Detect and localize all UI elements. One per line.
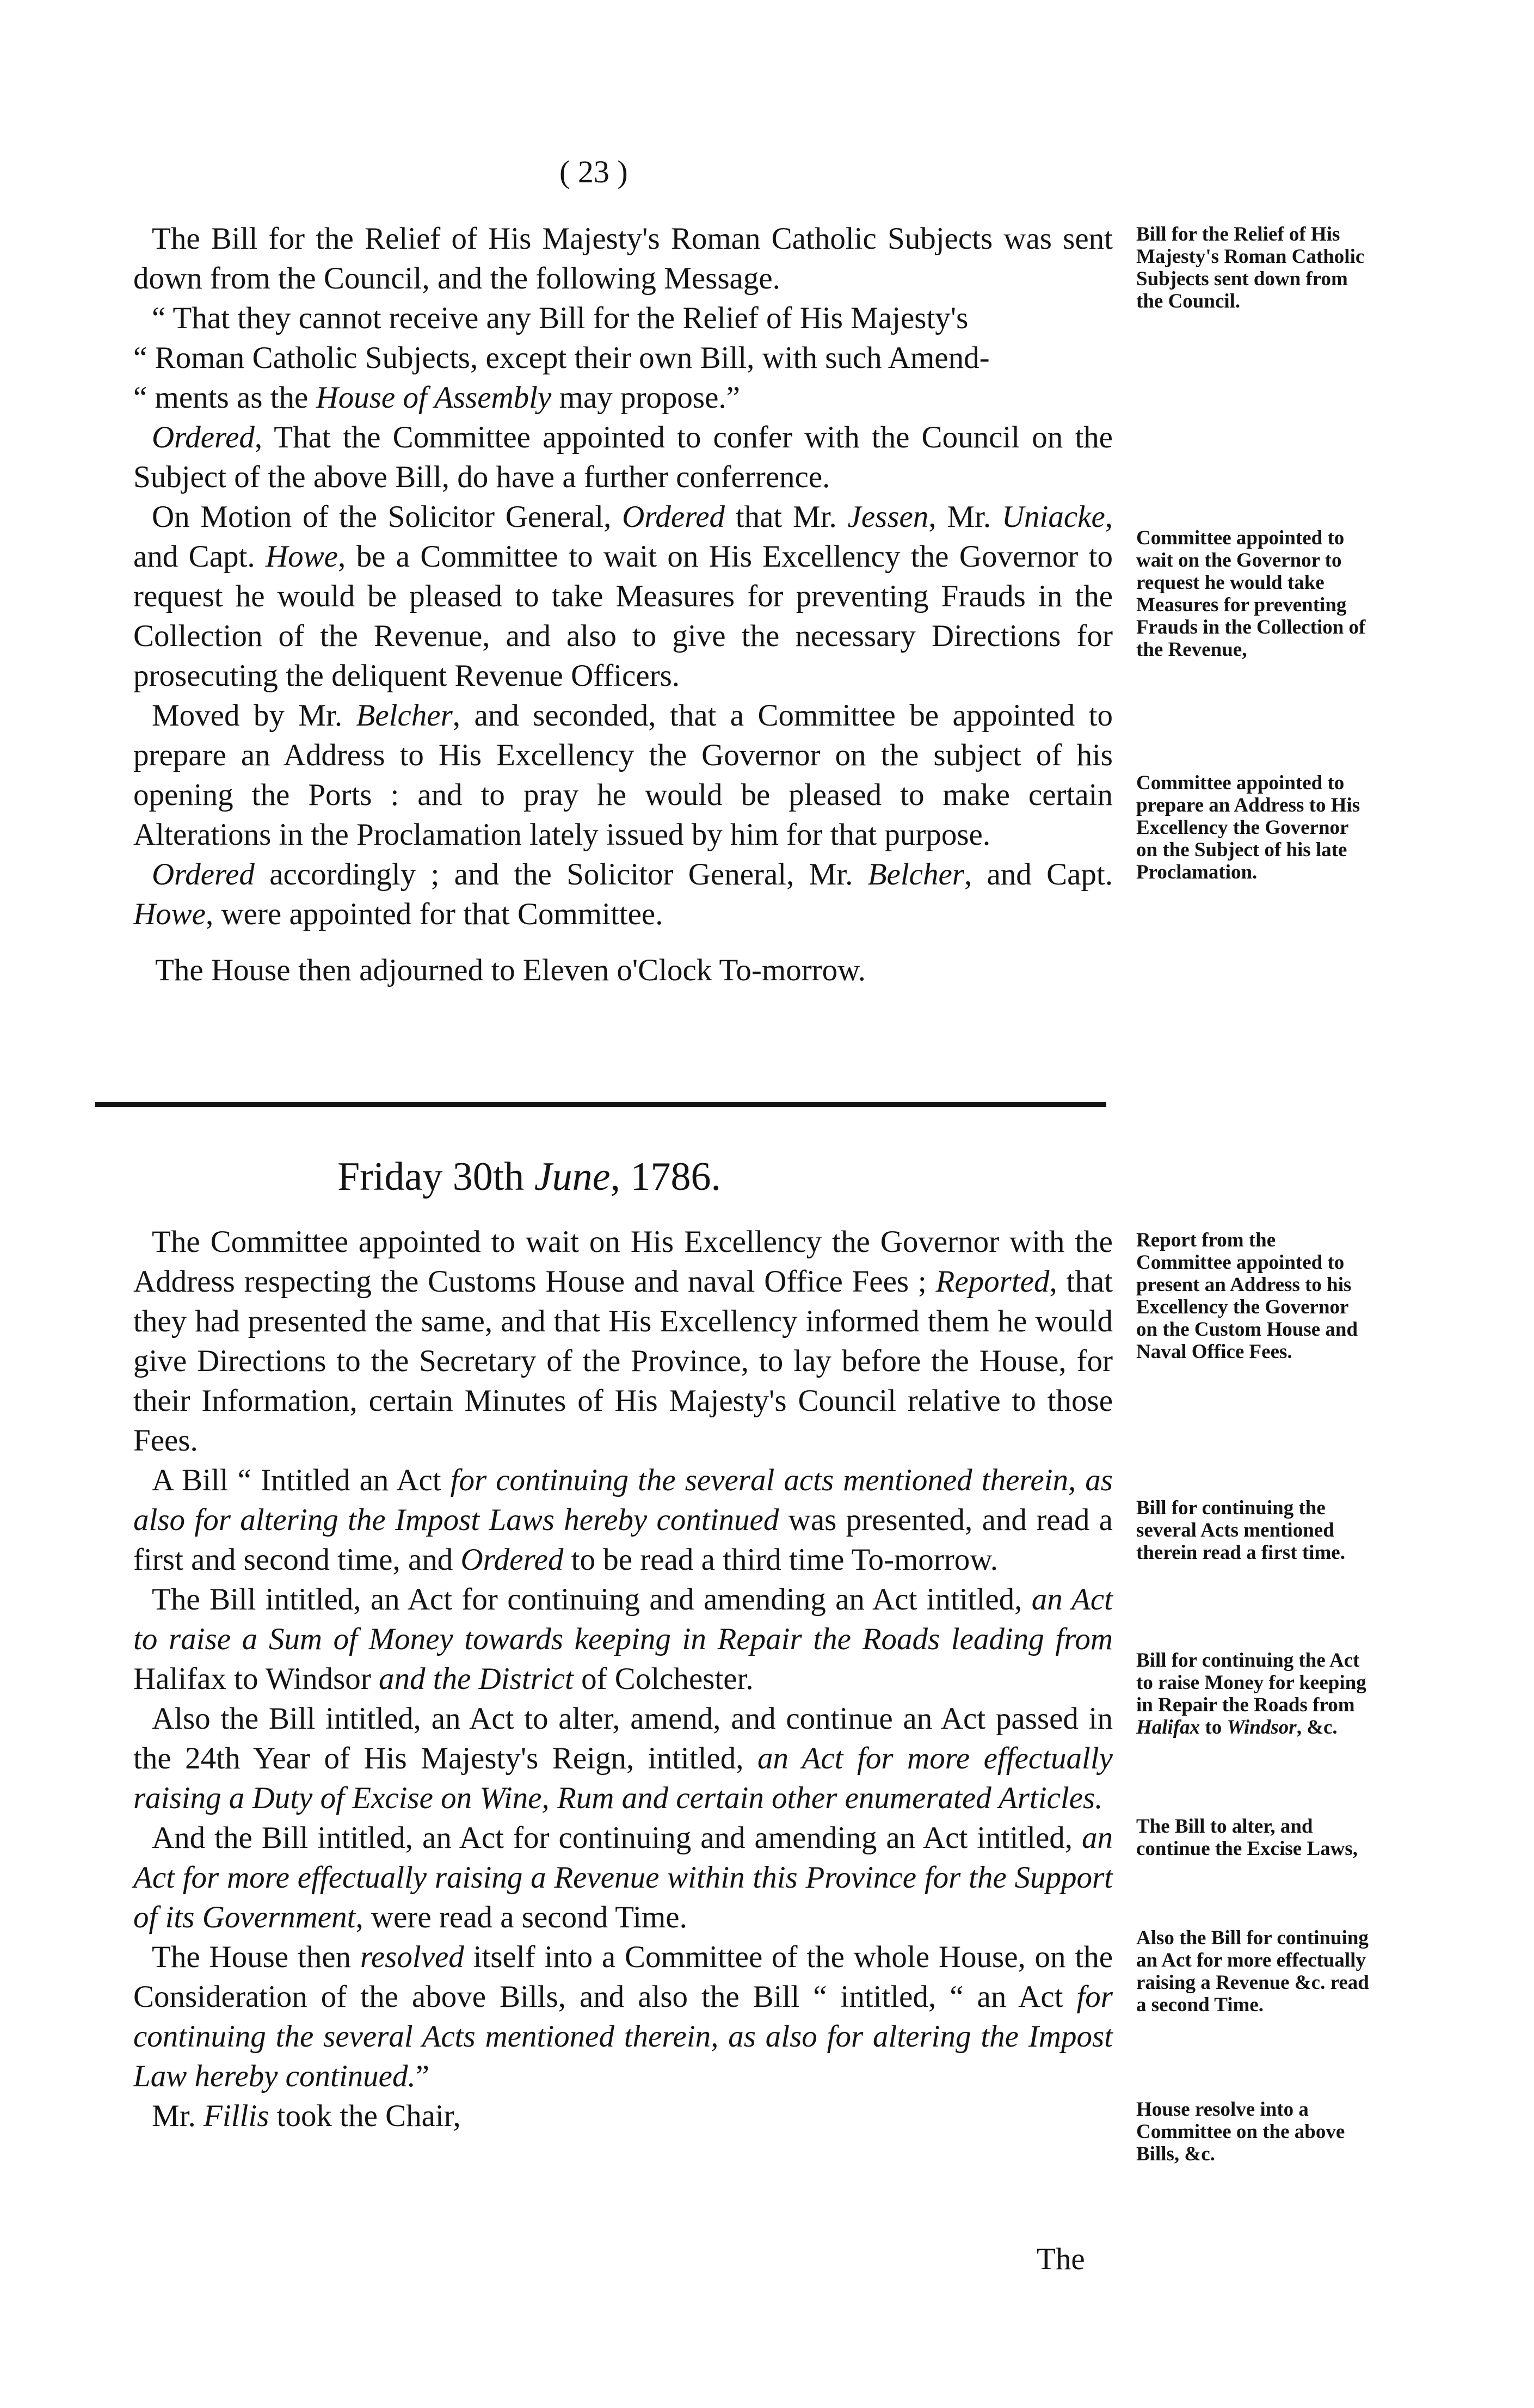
- paragraph-chair: Mr. Fillis took the Chair,: [152, 2099, 461, 2133]
- margin-note-2: Committee appointed to wait on the Governor to request he would take Measures for preventing Frauds in the Collection of the Revenue,: [1136, 527, 1366, 661]
- main-text-upper: [133, 219, 1113, 990]
- margin-note-7: The Bill to alter, and continue the Excise Laws,: [1136, 1815, 1358, 1860]
- paragraph-house-resolved: The House then resolved itself into a Committee of the whole House, on the Consideration of the above Bills, and also the Bill “ intitled, “ an Act for continuing the several Acts mentioned therein, as also for altering the Impost Law hereby continued.”: [133, 1940, 1113, 2093]
- message-line-1: “ That they cannot receive any Bill for the Relief of His Majesty's: [152, 301, 969, 335]
- catchword: The: [1037, 2242, 1085, 2276]
- margin-note-9: House resolve into a Committee on the above Bills, &c.: [1136, 2098, 1345, 2165]
- message-line-2: “ Roman Catholic Subjects, except their own Bill, with such Amend-: [133, 341, 990, 375]
- paragraph-ordered-confer: Ordered, That the Committee appointed to confer with the Council on the Subject of the above Bill, do have a further conferrence.: [133, 420, 1113, 494]
- margin-note-6: Bill for continuing the Act to raise Money for keeping in Repair the Roads from Halifax to Windsor, &c.: [1136, 1649, 1366, 1739]
- page-number: ( 23 ): [559, 154, 628, 189]
- paragraph-motion-solicitor: On Motion of the Solicitor General, Ordered that Mr. Jessen, Mr. Uniacke, and Capt. Howe, be a Committee to wait on His Excellency the Governor to request he would be pleased to take Measures for preventing Frauds in the Collection of the Revenue, and also to give the necessary Directions for prosecuting the deliquent Revenue Officers.: [133, 500, 1113, 693]
- margin-note-4: Report from the Committee appointed to present an Address to his Excellency the Governor on the Custom House and Naval Office Fees.: [1136, 1229, 1358, 1363]
- paragraph-committee-report: The Committee appointed to wait on His Excellency the Governor with the Address respecting the Customs House and naval Office Fees ; Reported, that they had presented the same, and that His Excellency informed them he would give Directions to the Secretary of the Province, to lay before the House, for their Information, certain Minutes of His Majesty's Council relative to those Fees.: [133, 1225, 1113, 1458]
- date-heading: Friday 30th June, 1786.: [337, 1154, 721, 1199]
- paragraph-ordered-accordingly: Ordered accordingly ; and the Solicitor General, Mr. Belcher, and Capt. Howe, were appointed for that Committee.: [133, 857, 1113, 931]
- paragraph-adjourned: The House then adjourned to Eleven o'Clock To-morrow.: [155, 953, 866, 987]
- paragraph-revenue-bill: And the Bill intitled, an Act for continuing and amending an Act intitled, an Act for more effectually raising a Revenue within this Province for the Support of its Government, were read a second Time.: [133, 1821, 1113, 1934]
- margin-note-1: Bill for the Relief of His Majesty's Roman Catholic Subjects sent down from the Council.: [1136, 223, 1365, 312]
- paragraph-moved-belcher: Moved by Mr. Belcher, and seconded, that a Committee be appointed to prepare an Address to His Excellency the Governor on the subject of his opening the Ports : and to pray he would be pleased to make certain Alterations in the Proclamation lately issued by him for that purpose.: [133, 698, 1113, 852]
- message-line-3: “ ments as the House of Assembly may propose.”: [133, 380, 740, 415]
- paragraph-bill-intitled: A Bill “ Intitled an Act for continuing the several acts mentioned therein, as also for altering the Impost Laws hereby continued was presented, and read a first and second time, and Ordered to be read a third time To-morrow.: [133, 1463, 1113, 1577]
- paragraph-excise-bill: Also the Bill intitled, an Act to alter, amend, and continue an Act passed in the 24th Year of His Majesty's Reign, intitled, an Act for more effectually raising a Duty of Excise on Wine, Rum and certain other enumerated Articles.: [133, 1701, 1113, 1815]
- margin-note-5: Bill for continuing the several Acts mentioned therein read a first time.: [1136, 1497, 1345, 1564]
- margin-note-3: Committee appointed to prepare an Address to His Excellency the Governor on the Subject of his late Proclamation.: [1136, 772, 1360, 883]
- paragraph-bill-relief: The Bill for the Relief of His Majesty's Roman Catholic Subjects was sent down from the Council, and the following Message.: [133, 222, 1113, 296]
- paragraph-roads-bill: The Bill intitled, an Act for continuing and amending an Act intitled, an Act to raise a Sum of Money towards keeping in Repair the Roads leading from Halifax to Windsor and the District of Colchester.: [133, 1582, 1113, 1696]
- margin-note-8: Also the Bill for continuing an Act for more effectually raising a Revenue &c. read a second Time.: [1136, 1927, 1369, 2016]
- main-text-lower: [133, 1222, 1113, 2136]
- section-divider: [95, 1102, 1106, 1107]
